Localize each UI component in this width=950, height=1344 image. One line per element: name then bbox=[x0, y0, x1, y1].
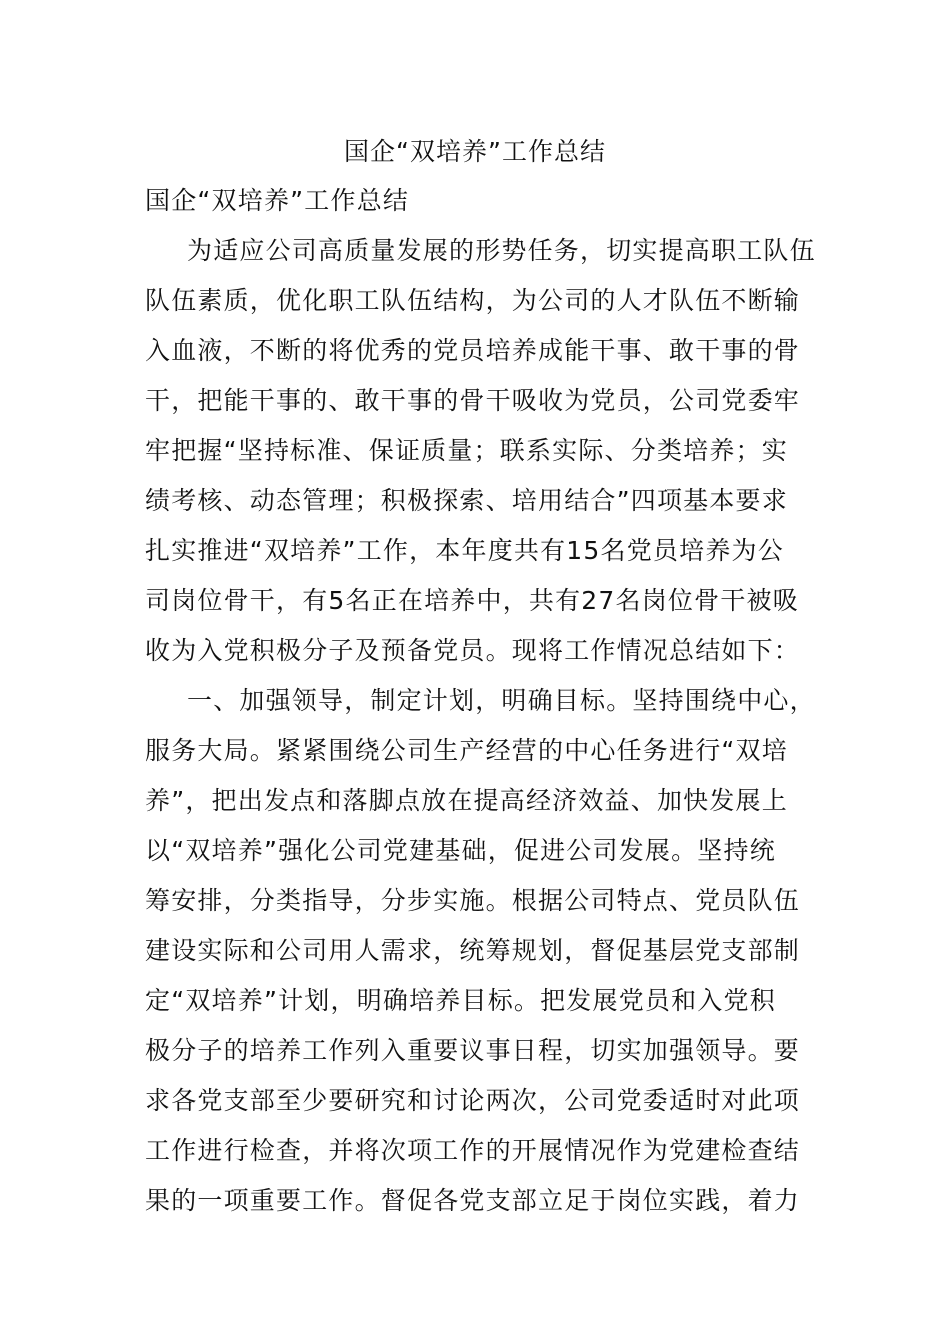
text-line: 极分子的培养工作列入重要议事日程，切实加强领导。要 bbox=[145, 1036, 801, 1065]
text-line: 扎实推进“双培养”工作，本年度共有15名党员培养为公 bbox=[145, 536, 784, 565]
text-line: 定“双培养”计划，明确培养目标。把发展党员和入党积 bbox=[145, 986, 776, 1015]
text-line: 一、加强领导，制定计划，明确目标。坚持围绕中心， bbox=[187, 686, 816, 715]
text-line: 牢把握“坚持标准、保证质量；联系实际、分类培养；实 bbox=[145, 436, 788, 465]
text-line: 果的一项重要工作。督促各党支部立足于岗位实践，着力 bbox=[145, 1186, 801, 1215]
text-line: 为适应公司高质量发展的形势任务，切实提高职工队伍 bbox=[187, 236, 816, 265]
text-line: 司岗位骨干，有5名正在培养中，共有27名岗位骨干被吸 bbox=[145, 586, 799, 615]
text-line: 服务大局。紧紧围绕公司生产经营的中心任务进行“双培 bbox=[145, 736, 788, 765]
text-line: 养”，把出发点和落脚点放在提高经济效益、加快发展上 bbox=[145, 786, 788, 815]
text-line: 工作进行检查，并将次项工作的开展情况作为党建检查结 bbox=[145, 1136, 801, 1165]
text-line: 收为入党积极分子及预备党员。现将工作情况总结如下： bbox=[145, 636, 801, 665]
text-line: 队伍素质，优化职工队伍结构，为公司的人才队伍不断输 bbox=[145, 286, 801, 315]
text-line: 以“双培养”强化公司党建基础，促进公司发展。坚持统 bbox=[145, 836, 776, 865]
document-title: 国企“双培养”工作总结 bbox=[344, 137, 606, 166]
text-line: 绩考核、动态管理；积极探索、培用结合”四项基本要求 bbox=[145, 486, 788, 515]
text-line-subtitle: 国企“双培养”工作总结 bbox=[145, 186, 410, 215]
text-line: 入血液，不断的将优秀的党员培养成能干事、敢干事的骨 bbox=[145, 336, 801, 365]
text-line: 筹安排，分类指导，分步实施。根据公司特点、党员队伍 bbox=[145, 886, 801, 915]
text-line: 干，把能干事的、敢干事的骨干吸收为党员，公司党委牢 bbox=[145, 386, 801, 415]
text-line: 建设实际和公司用人需求，统筹规划，督促基层党支部制 bbox=[145, 936, 801, 965]
text-line: 求各党支部至少要研究和讨论两次，公司党委适时对此项 bbox=[145, 1086, 801, 1115]
